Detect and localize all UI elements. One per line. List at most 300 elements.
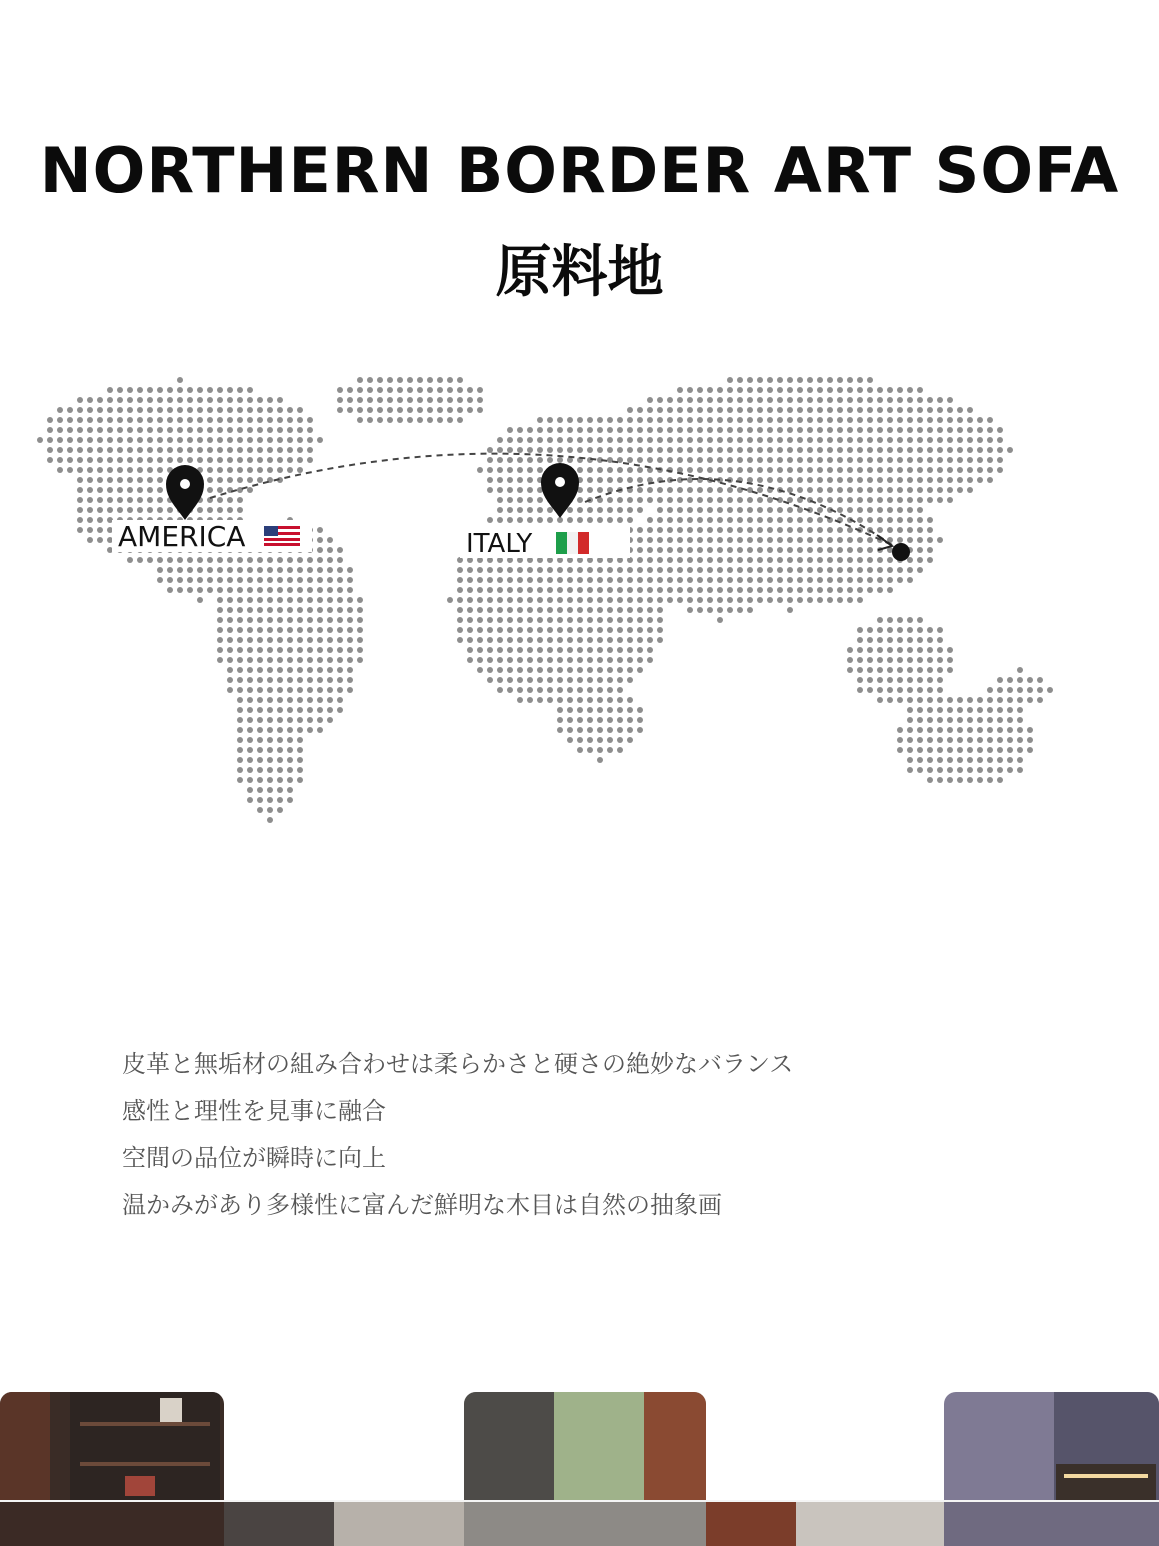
map-dot xyxy=(87,467,93,473)
map-dot xyxy=(577,617,583,623)
map-dot xyxy=(707,437,713,443)
map-dot xyxy=(247,577,253,583)
map-dot xyxy=(147,507,153,513)
map-dot xyxy=(927,637,933,643)
map-dot xyxy=(507,597,513,603)
map-dot xyxy=(307,617,313,623)
map-dot xyxy=(757,377,763,383)
map-dot xyxy=(747,607,753,613)
map-dot xyxy=(647,527,653,533)
map-dot xyxy=(577,587,583,593)
map-dot xyxy=(797,427,803,433)
map-dot xyxy=(907,667,913,673)
map-dot xyxy=(697,447,703,453)
map-dot xyxy=(807,467,813,473)
map-dot xyxy=(867,417,873,423)
map-dot xyxy=(177,407,183,413)
map-dot xyxy=(227,397,233,403)
map-dot xyxy=(937,427,943,433)
map-dot xyxy=(527,627,533,633)
map-dot xyxy=(237,447,243,453)
map-dot xyxy=(987,747,993,753)
map-dot xyxy=(297,717,303,723)
map-dot xyxy=(367,397,373,403)
map-dot xyxy=(547,617,553,623)
map-dot xyxy=(607,697,613,703)
map-dot xyxy=(887,567,893,573)
map-dot xyxy=(927,767,933,773)
map-dot xyxy=(627,417,633,423)
map-dot xyxy=(627,407,633,413)
map-dot xyxy=(577,417,583,423)
map-dot xyxy=(877,417,883,423)
map-dot xyxy=(927,777,933,783)
map-dot xyxy=(777,397,783,403)
map-dot xyxy=(967,757,973,763)
map-dot xyxy=(857,567,863,573)
map-dot xyxy=(247,397,253,403)
map-dot xyxy=(47,437,53,443)
map-dot xyxy=(587,617,593,623)
map-dot xyxy=(627,497,633,503)
map-dot xyxy=(777,577,783,583)
map-dot xyxy=(627,637,633,643)
map-dot xyxy=(747,517,753,523)
map-dot xyxy=(467,637,473,643)
map-dot xyxy=(767,387,773,393)
map-dot xyxy=(857,457,863,463)
map-dot xyxy=(907,427,913,433)
map-dot xyxy=(87,517,93,523)
map-dot xyxy=(187,577,193,583)
world-map xyxy=(0,330,1159,930)
map-dot xyxy=(757,427,763,433)
map-dot xyxy=(267,727,273,733)
map-dot xyxy=(767,477,773,483)
map-dot xyxy=(687,597,693,603)
map-dot xyxy=(717,467,723,473)
map-dot xyxy=(947,667,953,673)
map-dot xyxy=(977,467,983,473)
map-dot xyxy=(297,767,303,773)
map-dot xyxy=(227,607,233,613)
map-dot xyxy=(297,777,303,783)
map-dot xyxy=(177,377,183,383)
map-dot xyxy=(737,577,743,583)
map-dot xyxy=(57,437,63,443)
map-dot xyxy=(747,507,753,513)
map-dot xyxy=(557,567,563,573)
map-dot xyxy=(917,637,923,643)
map-dot xyxy=(757,387,763,393)
map-dot xyxy=(517,457,523,463)
map-dot xyxy=(827,547,833,553)
map-dot xyxy=(847,577,853,583)
map-dot xyxy=(77,437,83,443)
map-dot xyxy=(517,427,523,433)
map-dot xyxy=(237,567,243,573)
map-dot xyxy=(887,457,893,463)
map-dot xyxy=(307,577,313,583)
map-dot xyxy=(957,447,963,453)
map-dot xyxy=(657,577,663,583)
map-dot xyxy=(717,607,723,613)
map-dot xyxy=(877,397,883,403)
map-dot xyxy=(197,557,203,563)
map-dot xyxy=(77,507,83,513)
map-dot xyxy=(257,467,263,473)
map-dot xyxy=(537,457,543,463)
map-dot xyxy=(107,457,113,463)
map-dot xyxy=(967,407,973,413)
map-dot xyxy=(697,397,703,403)
map-dot xyxy=(937,537,943,543)
map-dot xyxy=(817,547,823,553)
map-dot xyxy=(527,587,533,593)
map-dot xyxy=(1037,697,1043,703)
map-dot xyxy=(267,627,273,633)
map-dot xyxy=(697,517,703,523)
map-dot xyxy=(477,607,483,613)
map-dot xyxy=(307,597,313,603)
map-dot xyxy=(677,577,683,583)
map-dot xyxy=(287,677,293,683)
map-dot xyxy=(257,417,263,423)
map-dot xyxy=(867,587,873,593)
map-dot xyxy=(237,717,243,723)
map-dot xyxy=(757,487,763,493)
map-dot xyxy=(847,537,853,543)
map-dot xyxy=(897,467,903,473)
map-dot xyxy=(807,457,813,463)
map-dot xyxy=(877,457,883,463)
map-dot xyxy=(87,487,93,493)
map-dot xyxy=(617,567,623,573)
map-dot xyxy=(887,557,893,563)
map-dot xyxy=(537,427,543,433)
map-dot xyxy=(517,467,523,473)
map-dot xyxy=(597,747,603,753)
map-dot xyxy=(617,587,623,593)
map-dot xyxy=(917,487,923,493)
map-dot xyxy=(527,597,533,603)
map-dot xyxy=(877,527,883,533)
map-dot xyxy=(957,697,963,703)
map-dot xyxy=(917,567,923,573)
map-dot xyxy=(517,677,523,683)
map-dot xyxy=(787,557,793,563)
map-dot xyxy=(567,667,573,673)
map-dot xyxy=(107,477,113,483)
map-dot xyxy=(587,437,593,443)
map-dot xyxy=(1007,767,1013,773)
map-dot xyxy=(407,397,413,403)
map-dot xyxy=(177,427,183,433)
map-dot xyxy=(257,667,263,673)
map-dot xyxy=(747,547,753,553)
map-dot xyxy=(217,417,223,423)
map-dot xyxy=(247,647,253,653)
map-dot xyxy=(857,467,863,473)
map-dot xyxy=(607,517,613,523)
map-dot xyxy=(297,437,303,443)
map-dot xyxy=(627,437,633,443)
map-dot xyxy=(257,777,263,783)
map-dot xyxy=(777,587,783,593)
map-dot xyxy=(277,447,283,453)
map-dot xyxy=(657,537,663,543)
map-dot xyxy=(87,537,93,543)
map-dot xyxy=(797,397,803,403)
map-dot xyxy=(497,607,503,613)
map-dot xyxy=(567,427,573,433)
map-dot xyxy=(657,607,663,613)
map-dot xyxy=(647,437,653,443)
map-dot xyxy=(637,637,643,643)
map-dot xyxy=(217,427,223,433)
map-dot xyxy=(587,747,593,753)
map-dot xyxy=(837,397,843,403)
map-dot xyxy=(1007,707,1013,713)
map-dot xyxy=(627,507,633,513)
map-dot xyxy=(867,627,873,633)
map-dot xyxy=(467,627,473,633)
map-dot xyxy=(517,607,523,613)
map-dot xyxy=(827,477,833,483)
map-dot xyxy=(937,407,943,413)
map-dot xyxy=(167,407,173,413)
map-dot xyxy=(137,487,143,493)
map-dot xyxy=(217,567,223,573)
map-dot xyxy=(97,447,103,453)
map-dot xyxy=(657,587,663,593)
map-dot xyxy=(907,617,913,623)
map-dot xyxy=(97,517,103,523)
map-dot xyxy=(347,387,353,393)
map-dot xyxy=(897,617,903,623)
map-dot xyxy=(657,457,663,463)
map-dot xyxy=(727,517,733,523)
map-dot xyxy=(297,667,303,673)
map-dot xyxy=(927,717,933,723)
map-dot xyxy=(317,547,323,553)
map-dot xyxy=(647,637,653,643)
map-dot xyxy=(687,577,693,583)
map-dot xyxy=(767,547,773,553)
map-dot xyxy=(707,517,713,523)
map-dot xyxy=(297,557,303,563)
map-dot xyxy=(787,437,793,443)
map-dot xyxy=(327,637,333,643)
map-dot xyxy=(867,557,873,563)
map-dot xyxy=(537,677,543,683)
map-dot xyxy=(517,697,523,703)
map-dot xyxy=(477,597,483,603)
map-dot xyxy=(797,377,803,383)
map-dot xyxy=(987,727,993,733)
map-dot xyxy=(947,697,953,703)
map-dot xyxy=(187,397,193,403)
map-dot xyxy=(987,417,993,423)
map-dot xyxy=(787,517,793,523)
map-dot xyxy=(707,567,713,573)
map-dot xyxy=(987,477,993,483)
map-dot xyxy=(687,557,693,563)
map-dot xyxy=(787,427,793,433)
map-dot xyxy=(617,667,623,673)
map-dot xyxy=(977,747,983,753)
map-dot xyxy=(937,737,943,743)
map-dot xyxy=(757,407,763,413)
map-dot xyxy=(877,557,883,563)
map-dot xyxy=(287,577,293,583)
map-dot xyxy=(347,627,353,633)
map-dot xyxy=(237,747,243,753)
map-dot xyxy=(537,517,543,523)
map-dot xyxy=(827,467,833,473)
map-dot xyxy=(887,627,893,633)
map-dot xyxy=(877,637,883,643)
map-dot xyxy=(157,427,163,433)
map-dot xyxy=(557,607,563,613)
map-dot xyxy=(297,657,303,663)
map-dot xyxy=(347,577,353,583)
map-dot xyxy=(287,687,293,693)
map-dot xyxy=(877,627,883,633)
map-dot xyxy=(287,597,293,603)
map-dot xyxy=(837,487,843,493)
map-dot xyxy=(747,567,753,573)
map-dot xyxy=(917,467,923,473)
map-dot xyxy=(417,407,423,413)
map-dot xyxy=(307,417,313,423)
map-dot xyxy=(277,767,283,773)
map-dot xyxy=(857,397,863,403)
map-dot xyxy=(677,507,683,513)
map-dot xyxy=(897,407,903,413)
map-dot xyxy=(87,437,93,443)
map-dot xyxy=(457,407,463,413)
map-dot xyxy=(287,407,293,413)
map-dot xyxy=(457,597,463,603)
map-dot xyxy=(217,387,223,393)
map-dot xyxy=(587,577,593,583)
photo-gallery xyxy=(0,1392,1159,1546)
map-dot xyxy=(297,597,303,603)
map-dot xyxy=(807,597,813,603)
map-dot xyxy=(797,457,803,463)
map-dot xyxy=(557,637,563,643)
map-dot xyxy=(537,617,543,623)
map-dot xyxy=(297,677,303,683)
map-dot xyxy=(197,507,203,513)
map-dot xyxy=(237,647,243,653)
us-flag-icon xyxy=(264,526,300,546)
map-dot xyxy=(367,417,373,423)
map-dot xyxy=(897,577,903,583)
map-dot xyxy=(647,597,653,603)
map-dot xyxy=(227,447,233,453)
map-dot xyxy=(847,567,853,573)
map-dot xyxy=(327,697,333,703)
map-dot xyxy=(637,647,643,653)
map-dot xyxy=(907,387,913,393)
map-dot xyxy=(897,687,903,693)
map-dot xyxy=(777,547,783,553)
map-dot xyxy=(817,477,823,483)
map-dot xyxy=(987,687,993,693)
map-dot xyxy=(697,467,703,473)
map-dot xyxy=(237,707,243,713)
map-dot xyxy=(667,577,673,583)
map-dot xyxy=(727,587,733,593)
map-dot xyxy=(257,447,263,453)
map-dot xyxy=(737,467,743,473)
map-dot xyxy=(997,717,1003,723)
map-dot xyxy=(607,637,613,643)
map-dot xyxy=(707,497,713,503)
map-dot xyxy=(637,507,643,513)
map-dot xyxy=(677,487,683,493)
map-dot xyxy=(857,627,863,633)
map-dot xyxy=(867,477,873,483)
map-dot xyxy=(287,777,293,783)
map-dot xyxy=(257,647,263,653)
map-dot xyxy=(857,557,863,563)
map-dot xyxy=(287,467,293,473)
map-dot xyxy=(567,437,573,443)
map-dot xyxy=(247,747,253,753)
map-dot xyxy=(917,387,923,393)
map-dot xyxy=(257,807,263,813)
map-dot xyxy=(587,697,593,703)
map-dot xyxy=(847,447,853,453)
map-dot xyxy=(407,377,413,383)
map-dot xyxy=(847,407,853,413)
map-dot xyxy=(267,427,273,433)
map-dot xyxy=(477,387,483,393)
map-dot xyxy=(587,447,593,453)
map-dot xyxy=(967,457,973,463)
map-dot xyxy=(707,607,713,613)
map-dot xyxy=(507,507,513,513)
map-dot xyxy=(97,507,103,513)
map-dot xyxy=(787,487,793,493)
map-dot xyxy=(527,507,533,513)
map-dot xyxy=(647,407,653,413)
map-dot xyxy=(607,727,613,733)
map-dot xyxy=(997,677,1003,683)
map-dot xyxy=(497,577,503,583)
map-dot xyxy=(677,417,683,423)
map-dot xyxy=(897,397,903,403)
map-dot xyxy=(777,447,783,453)
map-dot xyxy=(907,707,913,713)
map-dot xyxy=(817,397,823,403)
map-dot xyxy=(557,717,563,723)
map-dot xyxy=(257,577,263,583)
map-dot xyxy=(867,387,873,393)
map-dot xyxy=(357,387,363,393)
map-dot xyxy=(657,637,663,643)
map-dot xyxy=(287,747,293,753)
map-dot xyxy=(717,537,723,543)
map-dot xyxy=(747,457,753,463)
map-dot xyxy=(207,437,213,443)
map-dot xyxy=(897,567,903,573)
map-dot xyxy=(927,497,933,503)
map-dot xyxy=(917,707,923,713)
